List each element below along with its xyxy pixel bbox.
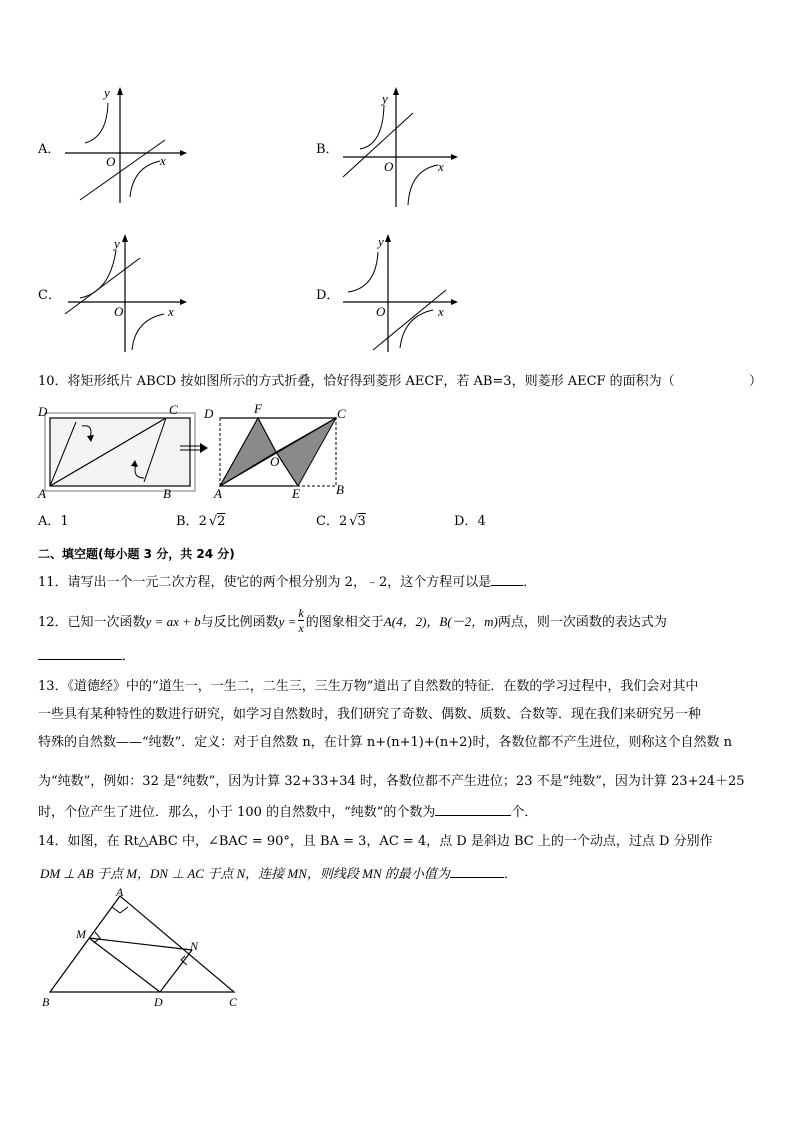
- graph-a: [60, 85, 190, 205]
- q10-figure: [36, 400, 356, 500]
- q10-option-b: B．2 √2: [176, 514, 226, 529]
- q13-line: 13．《道德经》中的“道生一，一生二，二生三，三生万物”道出了自然数的特征．在数的学习过程中，我们会对其中: [38, 679, 699, 694]
- axis-x-label: x: [438, 304, 444, 319]
- q12-line2: ．: [38, 646, 135, 665]
- q14-line2: DM ⊥ AB 于点 M，DN ⊥ AC 于点 N，连接 MN，则线段 MN 的最小值为 ．: [40, 866, 517, 882]
- option-c-label: C．: [38, 288, 61, 303]
- q12-line1: 12．已知一次函数y = ax + b与反比例函数y = $\frac{k}{x}$ 的图象相交于A(4，2)，B(－2，m)两点，则一次函数的表达式为: [38, 606, 667, 635]
- axis-x-label: x: [438, 159, 444, 174]
- fig-label-a: A: [116, 886, 124, 899]
- q13-line: 特殊的自然数——“纯数”．定义：对于自然数 n，在计算 n+(n+1)+(n+2)时，各数位都不产生进位，则称这个自然数 n: [38, 735, 732, 750]
- fig2-label-c: C: [337, 406, 346, 421]
- q13-line: 为“纯数”，例如：32 是“纯数”，因为计算 32+33+34 时，各数位都不产生进位；23 不是“纯数”，因为计算 23+24＋25: [38, 774, 745, 789]
- q14-line1: 14．如图，在 Rt△ABC 中，∠BAC = 90°，且 BA = 3，AC = 4，点 D 是斜边 BC 上的一个动点，过点 D 分别作: [38, 834, 713, 849]
- fig1-label-c: C: [169, 402, 178, 417]
- fig2-label-o: O: [270, 454, 280, 469]
- q10-stem: 10．将矩形纸片 ABCD 按如图所示的方式折叠，恰好得到菱形 AECF，若 AB=3，则菱形 AECF 的面积为（: [38, 374, 675, 389]
- q13-answer-blank: [435, 802, 511, 816]
- fig-label-c: C: [229, 995, 238, 1009]
- graph-c: [60, 232, 190, 354]
- q10-paren-close: ）: [749, 374, 763, 389]
- fig2-label-b: B: [336, 482, 344, 497]
- q14-answer-blank: [450, 864, 504, 878]
- origin-label: O: [384, 159, 394, 174]
- origin-label: O: [376, 304, 386, 319]
- q13-line: 一些具有某种特性的数进行研究，如学习自然数时，我们研究了奇数、偶数、质数、合数等．现在我们来研究另一种: [38, 707, 702, 722]
- fig1-label-b: B: [163, 486, 171, 500]
- fig-label-d: D: [154, 995, 163, 1009]
- axis-x-label: x: [160, 153, 166, 168]
- q12-answer-blank: [38, 646, 122, 660]
- fig1-label-a: A: [38, 486, 46, 500]
- fig2-label-e: E: [292, 486, 300, 500]
- option-a-label: A．: [38, 142, 61, 157]
- fig-label-b: B: [42, 995, 50, 1009]
- q10-option-c: C．2 √3: [316, 514, 366, 529]
- origin-label: O: [114, 304, 124, 319]
- axis-y-label: y: [114, 236, 120, 251]
- q11-answer-blank: [491, 572, 523, 586]
- fig2-label-a: A: [214, 486, 222, 500]
- option-b-label: B．: [316, 142, 339, 157]
- graph-d: [338, 232, 468, 354]
- axis-y-label: y: [378, 234, 384, 249]
- q10-option-d: D．4: [454, 514, 486, 529]
- fig-label-m: M: [76, 927, 86, 941]
- fig1-label-d: D: [38, 404, 48, 419]
- option-d-label: D．: [316, 288, 340, 303]
- origin-label: O: [106, 154, 116, 169]
- fig-label-n: N: [190, 939, 199, 953]
- axis-x-label: x: [168, 304, 174, 319]
- graph-b: [338, 85, 468, 210]
- fig2-label-f: F: [254, 401, 262, 416]
- axis-y-label: y: [382, 91, 388, 106]
- q10-option-a: A．1: [38, 514, 69, 529]
- q13-last-line: 时，个位产生了进位．那么，小于 100 的自然数中，“纯数”的个数为 个．: [38, 802, 537, 821]
- q14-figure: [36, 886, 256, 1012]
- fig2-label-d: D: [204, 406, 214, 421]
- section-heading: 二、填空题(每小题 3 分，共 24 分): [38, 547, 235, 561]
- q11: 11．请写出一个一元二次方程，使它的两个根分别为 2，﹣2，这个方程可以是 ．: [38, 572, 536, 591]
- axis-y-label: y: [104, 85, 110, 100]
